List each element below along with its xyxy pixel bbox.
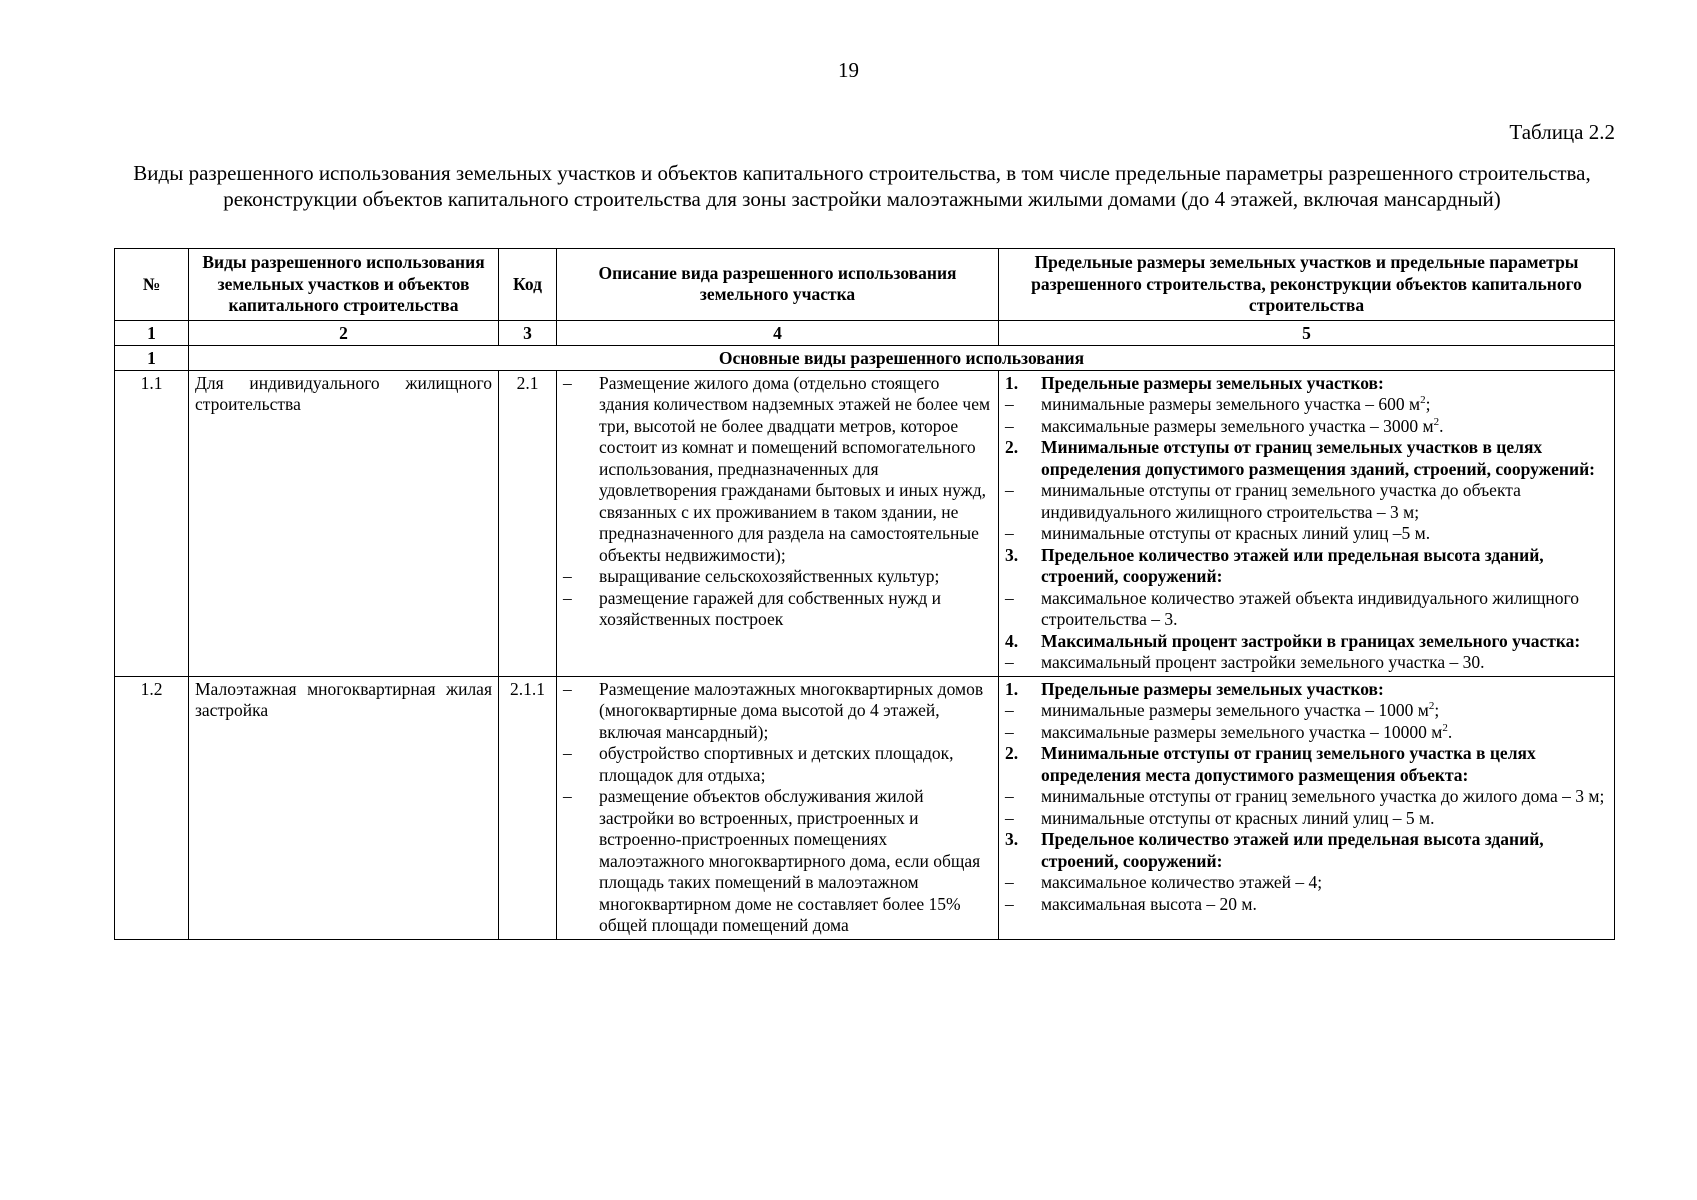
- limit-text: минимальные отступы от границ земельного участка до объекта индивидуального жилищного строительства – 3 м;: [1041, 480, 1521, 522]
- limit-item: [1005, 894, 1608, 916]
- limit-marker: –: [1005, 786, 1014, 806]
- limit-punctuation: ;: [1425, 394, 1431, 414]
- description-item: – выращивание сельскохозяйственных культур;: [563, 566, 992, 588]
- column-number-row: [115, 320, 1615, 345]
- column-number: 4: [557, 320, 999, 345]
- header-num: №: [115, 249, 189, 321]
- limit-heading: [1005, 545, 1608, 588]
- column-number: 5: [999, 320, 1615, 345]
- limit-item: [1005, 394, 1608, 416]
- description-item: – Размещение малоэтажных многоквартирных домов (многоквартирные дома высотой до 4 этажей, включая мансардный);: [563, 679, 992, 744]
- limit-text: Предельное количество этажей или предельная высота зданий, строений, сооружений:: [1041, 829, 1544, 871]
- limit-marker: –: [1005, 721, 1014, 742]
- limit-marker: 2.: [1005, 437, 1019, 457]
- description-item: – размещение гаражей для собственных нужд и хозяйственных построек: [563, 588, 992, 631]
- limit-item: [1005, 652, 1608, 674]
- description-item: – размещение объектов обслуживания жилой застройки во встроенных, пристроенных и встроенно-пристроенных помещениях малоэтажного многоквартирного дома, если общая площадь таких помещений в малоэтажном многоквартирном доме не составляет более 15% общей площади помещений дома: [563, 786, 992, 937]
- limit-text: Предельные размеры земельных участков:: [1041, 372, 1384, 393]
- limit-marker: –: [1005, 587, 1014, 608]
- row-code: 2.1: [499, 370, 557, 676]
- limit-superscript: 2: [1442, 721, 1448, 734]
- section-row: [115, 345, 1615, 370]
- limit-marker: 3.: [1005, 829, 1019, 849]
- description-list: [563, 679, 992, 937]
- limit-text: максимальное количество этажей объекта индивидуального жилищного строительства – 3.: [1041, 587, 1580, 629]
- limit-heading: [1005, 829, 1608, 872]
- limit-marker: –: [1005, 700, 1014, 720]
- limit-punctuation: .: [1439, 415, 1444, 436]
- limit-marker: –: [1005, 652, 1014, 672]
- limit-punctuation: .: [1447, 721, 1453, 742]
- row-description: [557, 370, 999, 676]
- description-item: – Размещение жилого дома (отдельно стоящего здания количеством надземных этажей не более чем три, высотой не более двадцати метров, которое состоит из комнат и помещений вспомогательного использования, предназначенных для удовлетворения гражданами бытовых и иных нужд, связанных с их проживанием в таком здании, не предназначенного для раздела на самостоятельные объекты недвижимости);: [563, 373, 992, 567]
- section-title: Основные виды разрешенного использования: [189, 345, 1615, 370]
- header-limits: Предельные размеры земельных участков и предельные параметры разрешенного строительства, реконструкции объектов капитального строительства: [999, 249, 1615, 321]
- row-kind: Малоэтажная многоквартирная жилая застройка: [189, 676, 499, 939]
- limit-heading: [1005, 373, 1608, 395]
- limit-marker: –: [1005, 807, 1014, 828]
- header-row: [115, 249, 1615, 321]
- limit-item: [1005, 808, 1608, 830]
- row-description: [557, 676, 999, 939]
- limit-item: [1005, 588, 1608, 631]
- limit-text: Предельное количество этажей или предельная высота зданий, строений, сооружений:: [1041, 544, 1544, 586]
- row-code: 2.1.1: [499, 676, 557, 939]
- section-number: 1: [115, 345, 189, 370]
- limit-heading: [1005, 437, 1608, 480]
- limit-marker: 4.: [1005, 630, 1019, 651]
- row-limits: [999, 370, 1615, 676]
- limit-text: максимальная высота – 20 м.: [1041, 893, 1257, 914]
- limit-text: минимальные отступы от границ земельного участка до жилого дома – 3 м;: [1041, 786, 1605, 806]
- limit-item: [1005, 523, 1608, 545]
- limit-marker: 1.: [1005, 678, 1019, 699]
- limit-superscript: 2: [1433, 415, 1440, 428]
- column-number: 1: [115, 320, 189, 345]
- row-kind: Для индивидуального жилищного строительства: [189, 370, 499, 676]
- limit-text: минимальные размеры земельного участка – 600 м: [1041, 394, 1421, 414]
- row-number: 1.2: [115, 676, 189, 939]
- table-label: Таблица 2.2: [1509, 120, 1615, 144]
- limit-marker: –: [1005, 872, 1014, 892]
- header-code: Код: [499, 249, 557, 321]
- limits-list: [1005, 679, 1608, 916]
- limit-item: [1005, 416, 1608, 438]
- column-number: 3: [499, 320, 557, 345]
- column-number: 2: [189, 320, 499, 345]
- limit-marker: –: [1005, 415, 1014, 436]
- limit-text: Минимальные отступы от границ земельных участков в целях определения допустимого размещения зданий, строений, сооружений:: [1041, 437, 1595, 479]
- table-caption: Виды разрешенного использования земельных участков и объектов капитального строительства, в том числе предельные параметры разрешенного строительства, реконструкции объектов капитального строительства для зоны застройки малоэтажными жилыми домами (до 4 этажей, включая мансардный): [133, 161, 1591, 211]
- limits-list: [1005, 373, 1608, 674]
- limit-marker: 1.: [1005, 372, 1019, 393]
- limit-marker: 2.: [1005, 743, 1019, 763]
- header-desc: Описание вида разрешенного использования земельного участка: [557, 249, 999, 321]
- description-list: [563, 373, 992, 631]
- limit-heading: [1005, 743, 1608, 786]
- limit-punctuation: ;: [1434, 700, 1440, 720]
- limit-heading: [1005, 679, 1608, 701]
- header-kind: Виды разрешенного использования земельных участков и объектов капитального строительства: [189, 249, 499, 321]
- land-use-table: [114, 248, 1615, 940]
- limit-marker: –: [1005, 394, 1014, 414]
- limit-text: максимальный процент застройки земельного участка – 30.: [1041, 652, 1485, 672]
- limit-text: максимальные размеры земельного участка – 10000 м: [1041, 721, 1443, 742]
- limit-item: [1005, 480, 1608, 523]
- limit-text: Минимальные отступы от границ земельного участка в целях определения места допустимого размещения объекта:: [1041, 743, 1536, 785]
- limit-superscript: 2: [1428, 700, 1435, 713]
- limit-text: минимальные отступы от красных линий улиц – 5 м.: [1041, 807, 1435, 828]
- limit-text: Максимальный процент застройки в границах земельного участка:: [1041, 630, 1581, 651]
- table-row: [115, 370, 1615, 676]
- page-number: 19: [838, 58, 859, 82]
- limit-marker: 3.: [1005, 544, 1019, 565]
- description-item: – обустройство спортивных и детских площадок, площадок для отдыха;: [563, 743, 992, 786]
- row-limits: [999, 676, 1615, 939]
- limit-text: минимальные отступы от красных линий улиц –5 м.: [1041, 523, 1431, 543]
- limit-text: максимальные размеры земельного участка – 3000 м: [1041, 415, 1434, 436]
- limit-heading: [1005, 631, 1608, 653]
- limit-item: [1005, 872, 1608, 894]
- limit-item: [1005, 722, 1608, 744]
- limit-superscript: 2: [1420, 394, 1426, 407]
- limit-marker: –: [1005, 480, 1014, 500]
- limit-text: максимальное количество этажей – 4;: [1041, 872, 1323, 892]
- limit-marker: –: [1005, 523, 1014, 543]
- limit-item: [1005, 786, 1608, 808]
- table-row: [115, 676, 1615, 939]
- limit-marker: –: [1005, 893, 1014, 914]
- limit-text: Предельные размеры земельных участков:: [1041, 678, 1384, 699]
- limit-text: минимальные размеры земельного участка – 1000 м: [1041, 700, 1429, 720]
- limit-item: [1005, 700, 1608, 722]
- row-number: 1.1: [115, 370, 189, 676]
